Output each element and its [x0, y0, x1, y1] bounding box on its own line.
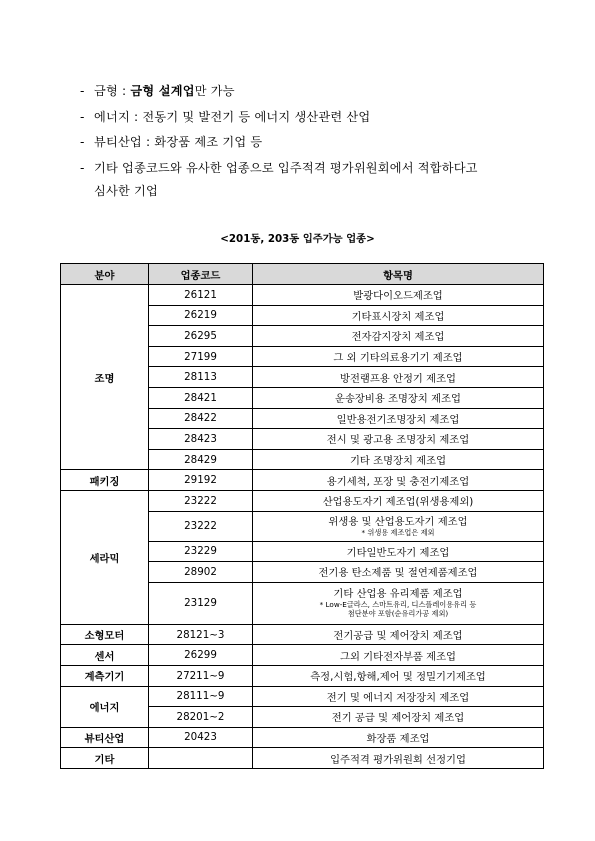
bullet-text: 뷰티산업 : 화장품 제조 기업 등 — [94, 135, 263, 149]
category-cell: 패키징 — [61, 470, 149, 491]
bullet-item — [80, 110, 550, 124]
code-cell: 28201~2 — [149, 707, 253, 728]
name-cell: 전기용 탄소제품 및 절연제품제조업 — [253, 562, 544, 583]
code-cell: 23229 — [149, 541, 253, 562]
bullet-dash: - — [80, 160, 85, 175]
category-cell: 조명 — [61, 285, 149, 470]
name-cell: 화장품 제조업 — [253, 727, 544, 748]
header-field: 분야 — [61, 264, 149, 285]
table-row — [61, 686, 544, 707]
name-cell: 측정,시험,항해,제어 및 정밀기기제조업 — [253, 665, 544, 686]
code-cell: 28902 — [149, 562, 253, 583]
table-caption: <201동, 203동 입주가능 업종> — [220, 233, 375, 245]
bullet-item — [80, 135, 550, 149]
name-cell: 용기세척, 포장 및 충전기제조업 — [253, 470, 544, 491]
name-cell: 전기공급 및 제어장치 제조업 — [253, 624, 544, 645]
name-cell: 기타표시장치 제조업 — [253, 305, 544, 326]
category-cell: 소형모터 — [61, 624, 149, 645]
code-cell: 28429 — [149, 449, 253, 470]
name-cell: 산업용도자기 제조업(위생용제외) — [253, 490, 544, 511]
table-row — [61, 665, 544, 686]
item-name: 기타 산업용 유리제품 제조업 — [333, 588, 463, 601]
name-cell: 입주적격 평가위원회 선정기업 — [253, 748, 544, 769]
header-code: 업종코드 — [149, 264, 253, 285]
code-cell: 28121~3 — [149, 624, 253, 645]
name-cell: 방전램프용 안정기 제조업 — [253, 367, 544, 388]
bullet-dash: - — [80, 84, 85, 98]
table-header-row — [61, 264, 544, 285]
table-row — [61, 645, 544, 666]
name-cell: 발광다이오드제조업 — [253, 285, 544, 306]
name-cell: 그외 기타전자부품 제조업 — [253, 645, 544, 666]
bullet-text: 에너지 : 전동기 및 발전기 등 에너지 생산관련 산업 — [94, 109, 371, 124]
category-cell: 계측기기 — [61, 665, 149, 686]
item-note: * 위생용 제조업은 제외 — [361, 527, 435, 537]
category-cell: 센서 — [61, 645, 149, 666]
bullet-text — [94, 84, 550, 98]
item-note: * Low-E글라스, 스마트유리, 디스플레이용유리 등 — [319, 600, 477, 610]
name-cell — [253, 511, 544, 541]
code-cell: 27211~9 — [149, 665, 253, 686]
name-cell: 운송장비용 조명장치 제조업 — [253, 387, 544, 408]
bullet-dash: - — [80, 135, 85, 149]
bullet-bold-text: 금형 설계업 — [130, 84, 195, 98]
code-cell: 23129 — [149, 582, 253, 624]
bullet-list — [80, 84, 550, 214]
name-cell: 기타일반도자기 제조업 — [253, 541, 544, 562]
category-cell: 기타 — [61, 748, 149, 769]
name-cell: 전자감지장치 제조업 — [253, 326, 544, 347]
table-row — [61, 748, 544, 769]
item-note: 첨단분야 포함(순유리가공 제외) — [347, 609, 449, 619]
industry-table — [60, 263, 544, 769]
code-cell: 26299 — [149, 645, 253, 666]
bullet-item — [80, 157, 550, 203]
code-cell — [149, 748, 253, 769]
code-cell: 28113 — [149, 367, 253, 388]
item-name: 위생용 및 산업용도자기 제조업 — [328, 515, 468, 528]
table-row — [61, 727, 544, 748]
name-cell: 전시 및 광고용 조명장치 제조업 — [253, 429, 544, 450]
category-cell: 에너지 — [61, 686, 149, 727]
bullet-text — [94, 157, 550, 203]
name-cell: 전기 및 에너지 저장장치 제조업 — [253, 686, 544, 707]
code-cell: 29192 — [149, 470, 253, 491]
code-cell: 28422 — [149, 408, 253, 429]
code-cell: 28423 — [149, 429, 253, 450]
category-cell: 뷰티산업 — [61, 727, 149, 748]
bullet-dash: - — [80, 109, 85, 124]
name-cell: 기타 조명장치 제조업 — [253, 449, 544, 470]
code-cell: 23222 — [149, 511, 253, 541]
table-row — [61, 490, 544, 511]
code-cell: 26121 — [149, 285, 253, 306]
code-cell: 26295 — [149, 326, 253, 347]
table-row — [61, 470, 544, 491]
category-cell: 세라믹 — [61, 490, 149, 624]
bullet-suffix: 만 가능 — [194, 84, 235, 98]
name-cell: 일반용전기조명장치 제조업 — [253, 408, 544, 429]
name-cell — [253, 582, 544, 624]
name-cell: 그 외 기타의료용기기 제조업 — [253, 346, 544, 367]
code-cell: 20423 — [149, 727, 253, 748]
bullet-line: 심사한 기업 — [94, 183, 158, 198]
code-cell: 28111~9 — [149, 686, 253, 707]
table-row — [61, 285, 544, 306]
bullet-item — [80, 84, 550, 98]
code-cell: 23222 — [149, 490, 253, 511]
code-cell: 28421 — [149, 387, 253, 408]
bullet-line: 기타 업종코드와 유사한 업종으로 입주적격 평가위원회에서 적합하다고 — [94, 160, 478, 175]
bullet-prefix: 금형 : — [94, 84, 131, 98]
code-cell: 27199 — [149, 346, 253, 367]
name-cell: 전기 공급 및 제어장치 제조업 — [253, 707, 544, 728]
header-item-name: 항목명 — [253, 264, 544, 285]
code-cell: 26219 — [149, 305, 253, 326]
table-row — [61, 624, 544, 645]
